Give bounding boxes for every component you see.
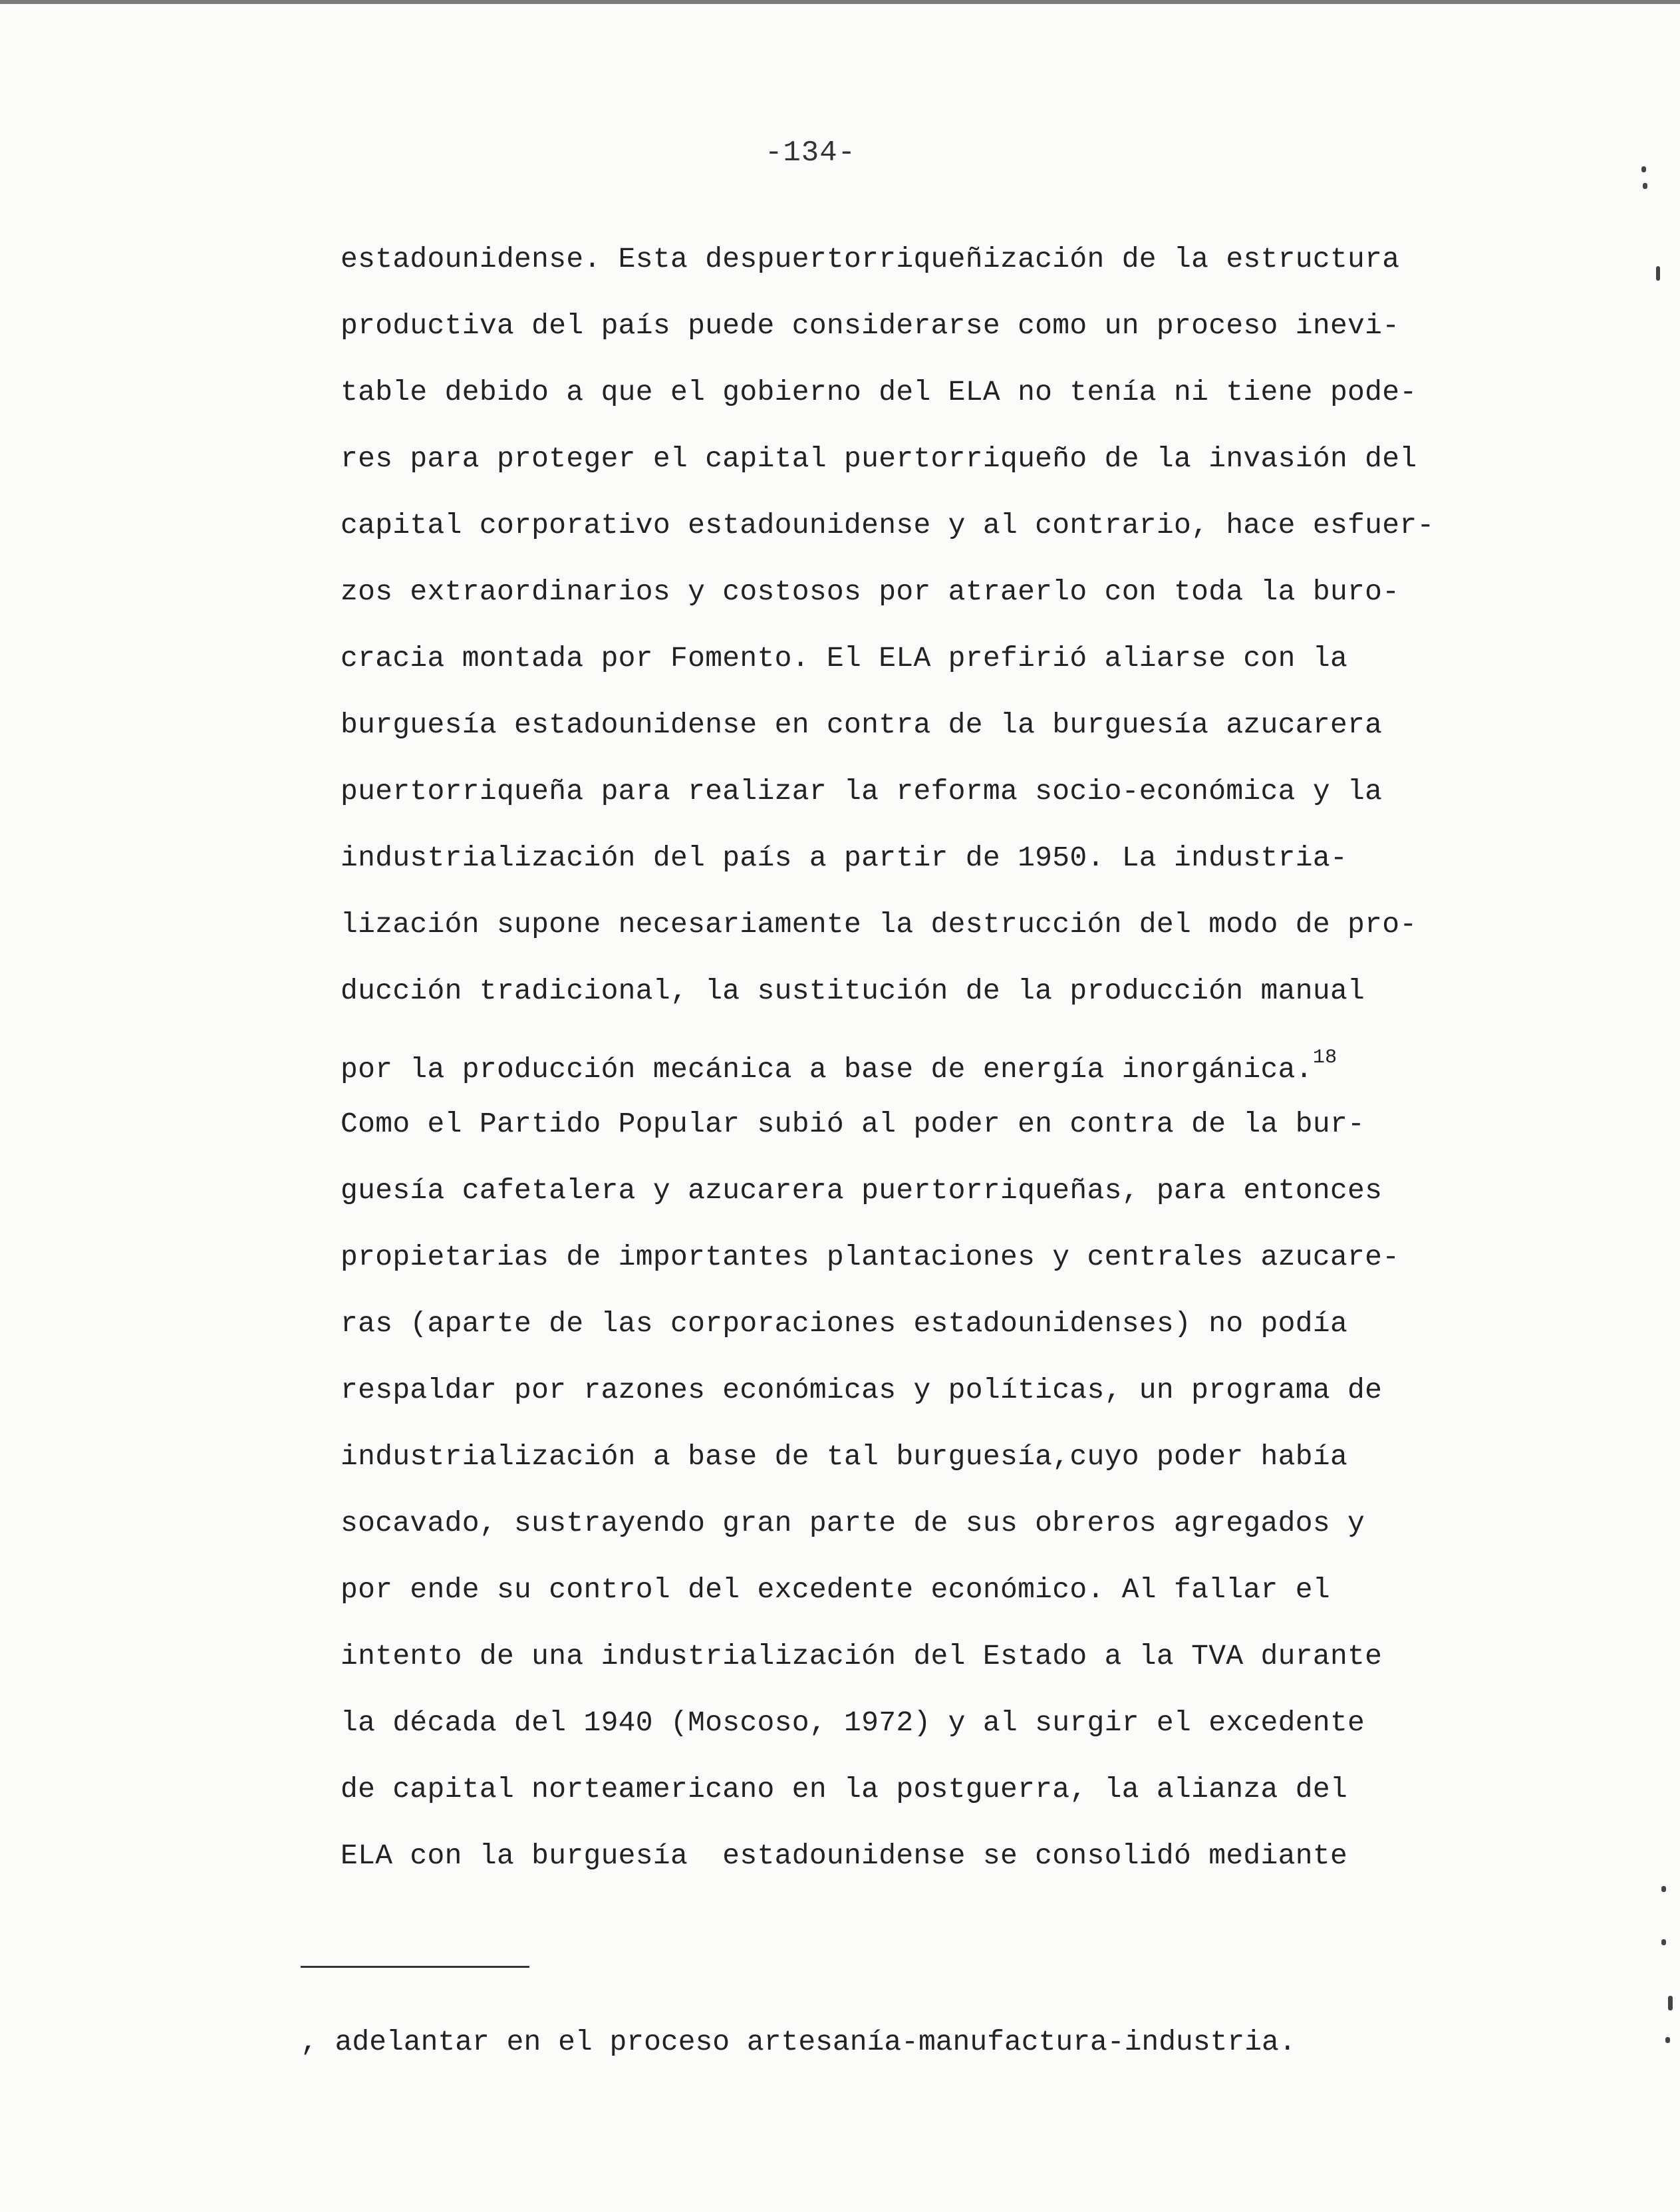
text-line: respaldar por razones económicas y políticas, un programa de xyxy=(341,1374,1383,1406)
text-line-content: por la producción mecánica a base de energía inorgánica. xyxy=(341,1053,1313,1086)
body-text xyxy=(341,239,1511,1903)
page-number: -134- xyxy=(765,136,857,170)
text-line: industrialización del país a partir de 1950. La industria- xyxy=(341,842,1348,874)
scan-speck xyxy=(1641,166,1646,172)
scan-speck xyxy=(1665,2037,1670,2043)
text-line: por ende su control del excedente económico. Al fallar el xyxy=(341,1573,1330,1606)
text-line: Como el Partido Popular subió al poder en contra de la bur- xyxy=(341,1108,1365,1140)
text-line: capital corporativo estadounidense y al contrario, hace esfuer- xyxy=(341,509,1435,542)
text-line: res para proteger el capital puertorriqueño de la invasión del xyxy=(341,442,1417,475)
text-line: lización supone necesariamente la destrucción del modo de pro- xyxy=(341,908,1417,941)
text-line: ELA con la burguesía estadounidense se consolidó mediante xyxy=(341,1839,1348,1872)
text-line: estadounidense. Esta despuertorriqueñización de la estructura xyxy=(341,243,1400,275)
text-line-with-footnote xyxy=(341,1038,1511,1104)
text-line: industrialización a base de tal burguesía,cuyo poder había xyxy=(341,1440,1348,1473)
text-line: burguesía estadounidense en contra de la burguesía azucarera xyxy=(341,709,1383,741)
top-scan-edge xyxy=(0,0,1680,4)
text-line: propietarias de importantes plantaciones y centrales azucare- xyxy=(341,1241,1400,1273)
text-line: socavado, sustrayendo gran parte de sus obreros agregados y xyxy=(341,1507,1365,1539)
scan-speck xyxy=(1668,1996,1673,2010)
footnote-text: , adelantar en el proceso artesanía-manufactura-industria. xyxy=(301,2026,1296,2058)
text-line: cracia montada por Fomento. El ELA prefirió aliarse con la xyxy=(341,642,1348,675)
text-line: table debido a que el gobierno del ELA no tenía ni tiene pode- xyxy=(341,376,1417,408)
text-line: la década del 1940 (Moscoso, 1972) y al surgir el excedente xyxy=(341,1706,1365,1739)
footnote-separator xyxy=(301,1966,529,1968)
scan-speck xyxy=(1661,1939,1666,1945)
scan-speck xyxy=(1643,183,1647,189)
text-line: ducción tradicional, la sustitución de la producción manual xyxy=(341,975,1365,1007)
scan-speck xyxy=(1661,1886,1666,1892)
text-line: ras (aparte de las corporaciones estadounidenses) no podía xyxy=(341,1307,1348,1340)
text-line: puertorriqueña para realizar la reforma socio-económica y la xyxy=(341,775,1383,808)
text-line: productiva del país puede considerarse como un proceso inevi- xyxy=(341,309,1400,342)
text-line: intento de una industrialización del Estado a la TVA durante xyxy=(341,1640,1383,1672)
text-line: de capital norteamericano en la postguerra, la alianza del xyxy=(341,1773,1348,1806)
footnote-reference: 18 xyxy=(1312,1046,1337,1069)
scan-speck xyxy=(1656,266,1660,281)
text-line: guesía cafetalera y azucarera puertorriqueñas, para entonces xyxy=(341,1174,1383,1207)
text-line: zos extraordinarios y costosos por atraerlo con toda la buro- xyxy=(341,575,1400,608)
